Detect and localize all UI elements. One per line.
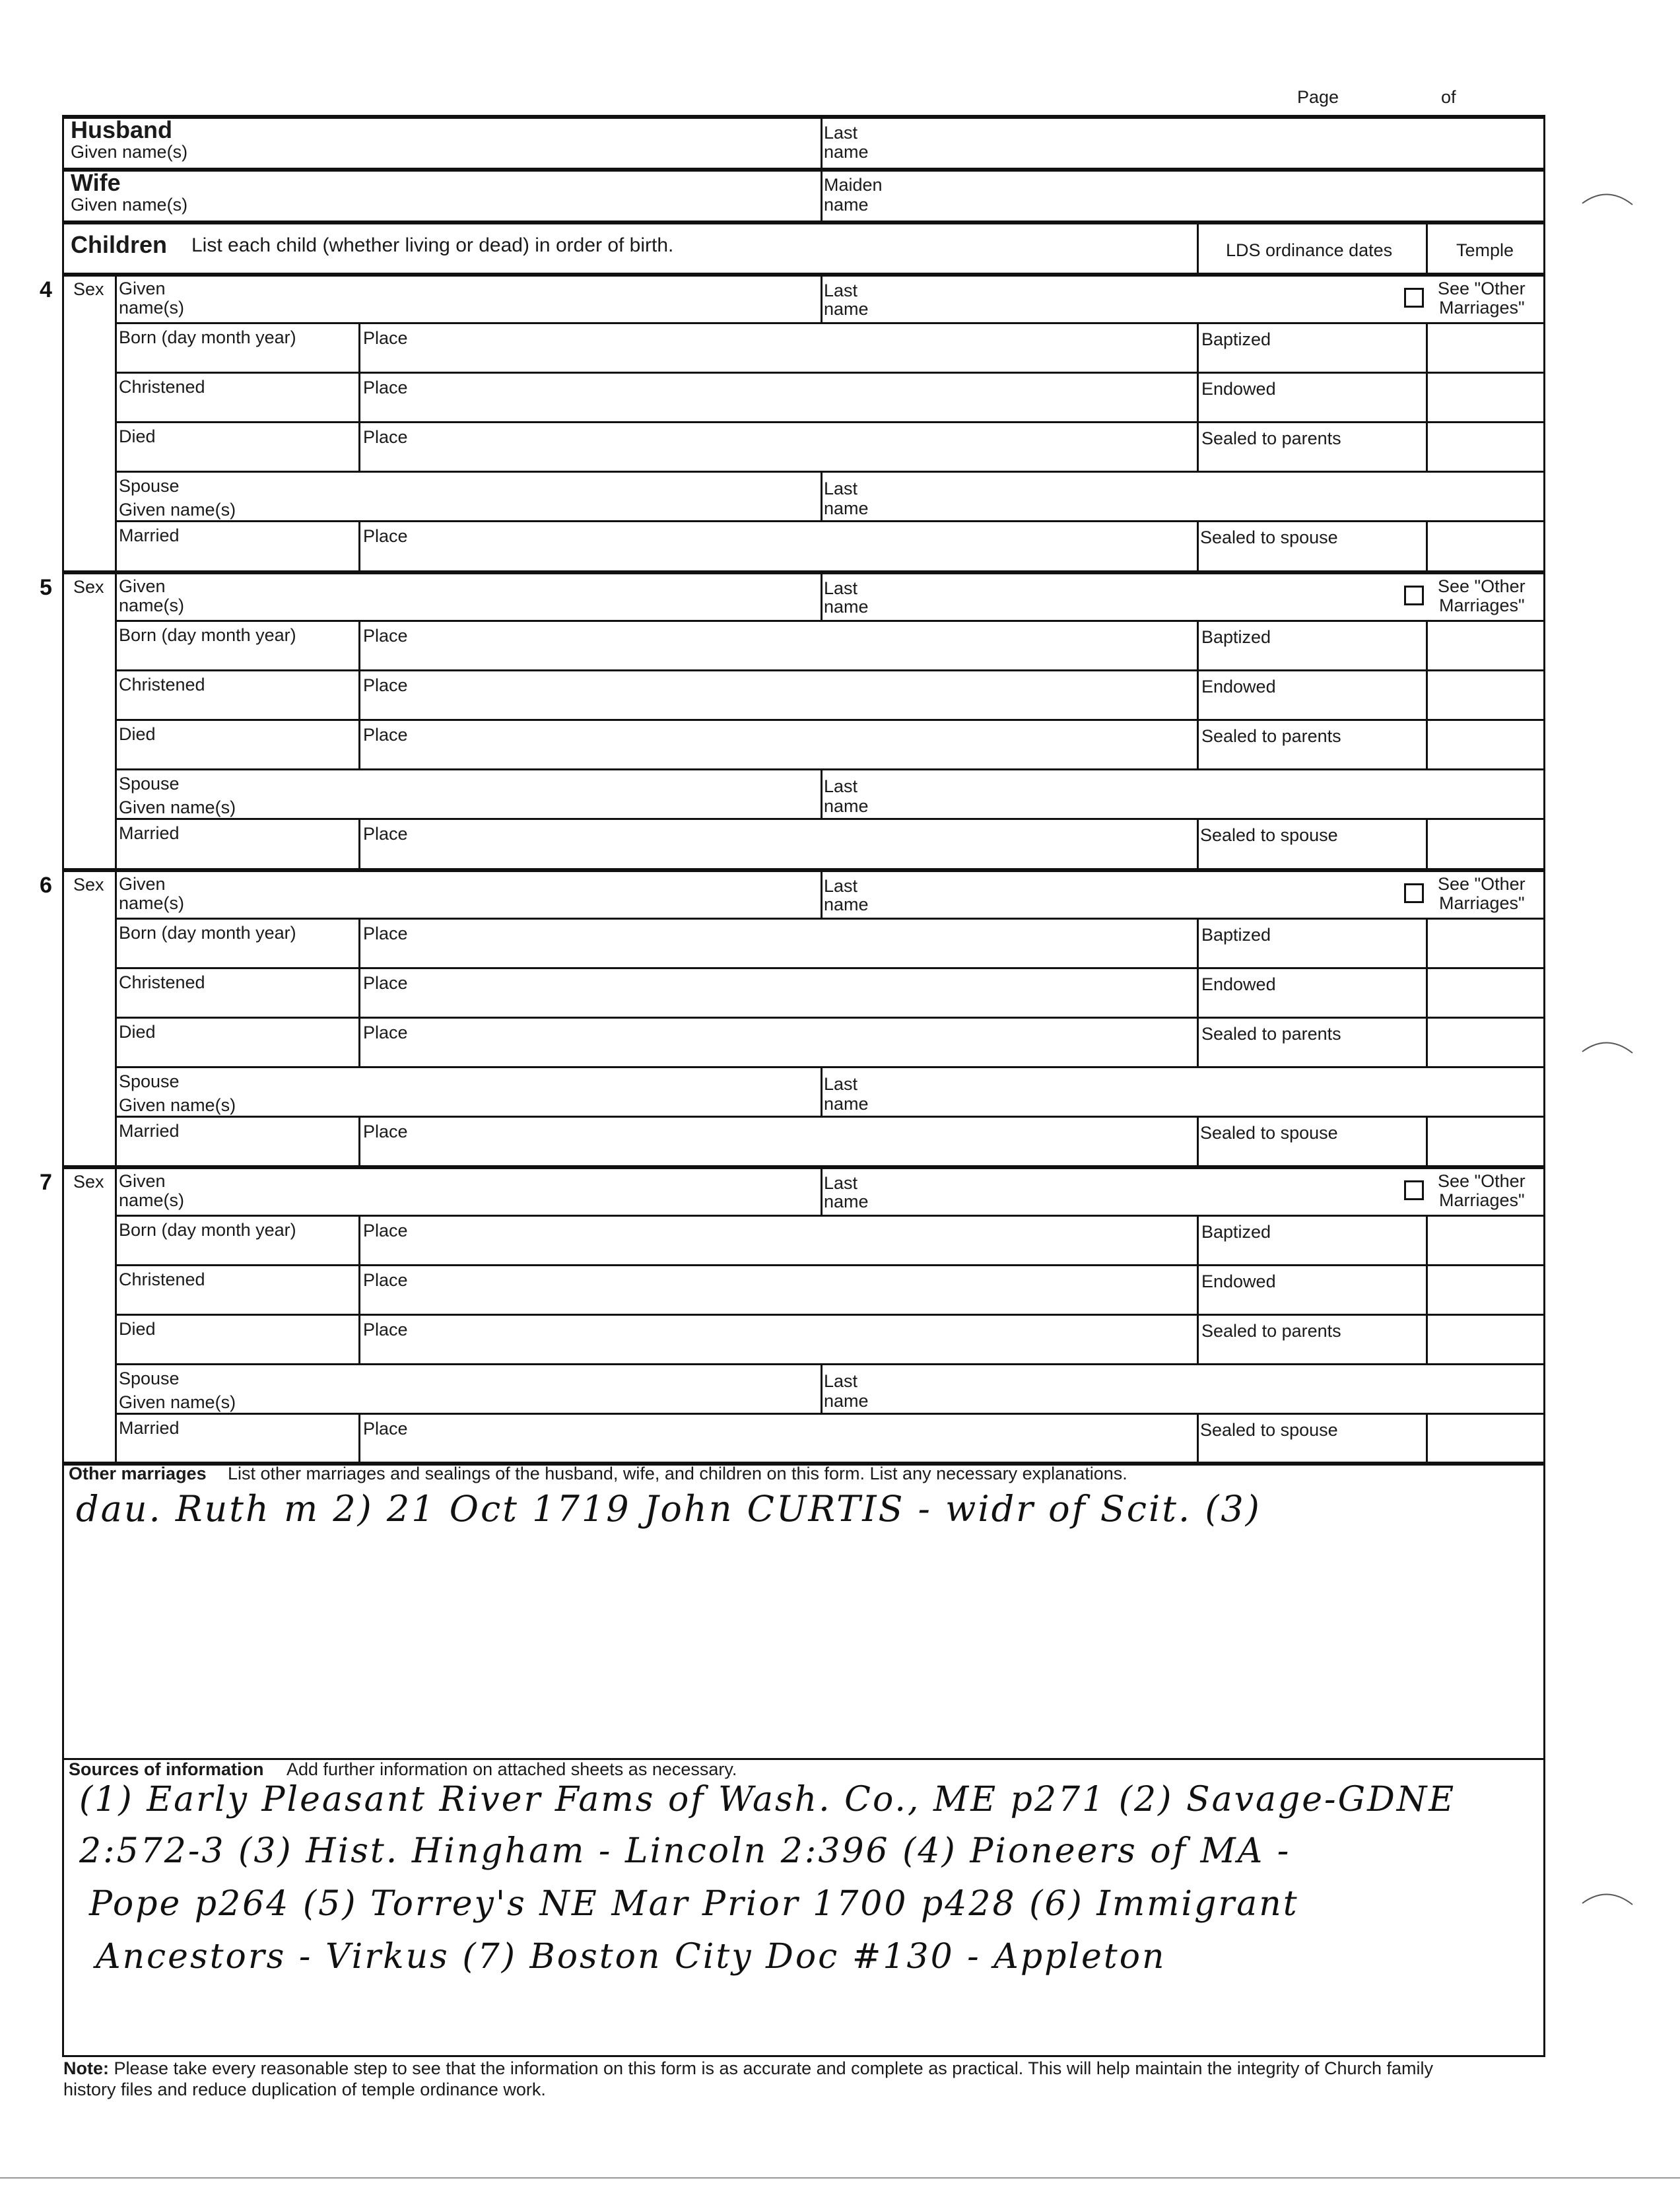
note-text-1: Please take every reasonable step to see that the information on this form is as accurate and complete as practical. This will help maintain the integrity of Church family <box>114 2058 1434 2078</box>
given-label: Given <box>119 874 166 894</box>
sex-label: Sex <box>73 875 104 895</box>
sealed-spouse-label: Sealed to spouse <box>1200 1123 1338 1143</box>
married-place-label: Place <box>363 1419 408 1439</box>
wife-maiden-label: Maiden <box>824 175 883 195</box>
born-row-rule <box>115 322 1545 324</box>
page-label: Page <box>1297 87 1339 107</box>
last-label-2: name <box>824 597 869 617</box>
temple-divider-upper <box>1426 322 1428 471</box>
husband-divider <box>821 115 823 168</box>
note-line-1 <box>63 2058 1433 2078</box>
sources-label: Sources of information <box>69 1759 264 1779</box>
sealed-parents-label: Sealed to parents <box>1201 726 1341 746</box>
last-name-divider <box>821 273 823 322</box>
sex-label: Sex <box>73 1172 104 1192</box>
child-number: 7 <box>40 1170 52 1195</box>
spouse-last-label-2: name <box>824 498 869 518</box>
christened-row-rule <box>115 669 1545 671</box>
last-label: Last <box>824 1173 858 1193</box>
baptized-label: Baptized <box>1201 1222 1271 1242</box>
last-label-2: name <box>824 1192 869 1211</box>
born-place-label: Place <box>363 924 408 943</box>
spouse-given-label: Given name(s) <box>119 1392 236 1412</box>
died-place-label: Place <box>363 1023 408 1042</box>
see-other-marriages-label-2: Marriages" <box>1439 298 1525 318</box>
christened-place-label: Place <box>363 1270 408 1290</box>
last-name-divider <box>821 1165 823 1215</box>
spouse-last-label-2: name <box>824 1094 869 1114</box>
see-other-marriages-label-2: Marriages" <box>1439 893 1525 913</box>
spouse-given-label: Given name(s) <box>119 1095 236 1115</box>
last-name-divider <box>821 868 823 918</box>
baptized-label: Baptized <box>1201 925 1271 945</box>
other-marriages-instruction: List other marriages and sealings of the husband, wife, and children on this form. List any necessary explanations. <box>228 1464 1127 1483</box>
temple-divider-lower <box>1426 1116 1428 1166</box>
last-label: Last <box>824 876 858 896</box>
see-other-marriages-label: See "Other <box>1438 874 1526 894</box>
last-label: Last <box>824 281 858 300</box>
child-number: 4 <box>40 277 52 302</box>
born-row-rule <box>115 918 1545 920</box>
born-place-label: Place <box>363 626 408 646</box>
born-label: Born (day month year) <box>119 327 296 347</box>
sealed-parents-label: Sealed to parents <box>1201 1321 1341 1341</box>
died-label: Died <box>119 1319 156 1339</box>
married-row-rule <box>115 1413 1545 1415</box>
ordinance-divider-upper <box>1197 620 1199 768</box>
last-label-2: name <box>824 299 869 319</box>
child-block-7 <box>0 1165 1680 1463</box>
married-place-label: Place <box>363 526 408 546</box>
christened-label: Christened <box>119 377 205 397</box>
child-block-5 <box>0 570 1680 868</box>
child-top-rule <box>62 273 1545 277</box>
christened-place-label: Place <box>363 378 408 397</box>
temple-divider-upper <box>1426 1215 1428 1363</box>
place-divider-lower <box>358 520 360 570</box>
see-other-marriages-checkbox[interactable] <box>1404 883 1424 903</box>
wife-title: Wife <box>71 169 121 196</box>
temple-divider-upper <box>1426 918 1428 1066</box>
sources-top-rule <box>62 1758 1545 1760</box>
see-other-marriages-label-2: Marriages" <box>1439 1190 1525 1210</box>
given-label: Given <box>119 576 166 596</box>
spouse-label: Spouse <box>119 1369 180 1388</box>
christened-label: Christened <box>119 972 205 992</box>
ordinance-divider-lower <box>1197 818 1199 868</box>
married-place-label: Place <box>363 1122 408 1141</box>
died-label: Died <box>119 426 156 446</box>
page-edge-mark-1 <box>1581 185 1634 218</box>
husband-given-label: Given name(s) <box>71 142 188 162</box>
spouse-last-divider <box>821 471 823 520</box>
see-other-marriages-checkbox[interactable] <box>1404 586 1424 605</box>
temple-divider-lower <box>1426 520 1428 570</box>
baptized-label: Baptized <box>1201 329 1271 349</box>
sealed-spouse-label: Sealed to spouse <box>1200 527 1338 547</box>
given-label-2: name(s) <box>119 298 185 318</box>
born-row-rule <box>115 620 1545 622</box>
given-label-2: name(s) <box>119 595 185 615</box>
children-lds-divider <box>1197 220 1199 273</box>
ordinance-divider-lower <box>1197 520 1199 570</box>
sealed-parents-label: Sealed to parents <box>1201 428 1341 448</box>
spouse-last-label: Last <box>824 479 858 498</box>
christened-row-rule <box>115 372 1545 374</box>
place-divider-lower <box>358 1413 360 1463</box>
spouse-row-rule <box>115 1363 1545 1365</box>
born-label: Born (day month year) <box>119 1220 296 1240</box>
died-label: Died <box>119 1022 156 1042</box>
christened-label: Christened <box>119 1270 205 1289</box>
spouse-row-rule <box>115 1066 1545 1068</box>
christened-label: Christened <box>119 675 205 694</box>
spouse-label: Spouse <box>119 774 180 794</box>
children-instruction: List each child (whether living or dead) in order of birth. <box>191 234 674 256</box>
children-temple-divider <box>1426 220 1428 273</box>
temple-divider-lower <box>1426 818 1428 868</box>
note-label: Note: <box>63 2058 109 2078</box>
sources-instruction: Add further information on attached sheets as necessary. <box>286 1759 737 1779</box>
born-label: Born (day month year) <box>119 625 296 645</box>
married-label: Married <box>119 1418 180 1438</box>
place-divider-lower <box>358 1116 360 1166</box>
wife-maiden-label-2: name <box>824 195 869 215</box>
husband-title: Husband <box>71 116 173 143</box>
born-label: Born (day month year) <box>119 923 296 943</box>
died-label: Died <box>119 724 156 744</box>
ordinance-divider-upper <box>1197 1215 1199 1363</box>
spouse-last-label: Last <box>824 1371 858 1391</box>
married-row-rule <box>115 818 1545 820</box>
died-row-rule <box>115 719 1545 721</box>
temple-divider-upper <box>1426 620 1428 768</box>
place-divider-upper <box>358 918 360 1066</box>
sealed-spouse-label: Sealed to spouse <box>1200 1420 1338 1440</box>
sex-label: Sex <box>73 577 104 597</box>
died-place-label: Place <box>363 427 408 447</box>
see-other-marriages-label: See "Other <box>1438 576 1526 596</box>
endowed-label: Endowed <box>1201 974 1276 994</box>
of-label: of <box>1441 87 1456 107</box>
given-label-2: name(s) <box>119 1190 185 1210</box>
died-row-rule <box>115 1017 1545 1019</box>
sealed-parents-label: Sealed to parents <box>1201 1024 1341 1044</box>
see-other-marriages-checkbox[interactable] <box>1404 288 1424 308</box>
place-divider-upper <box>358 620 360 768</box>
husband-last-label: Last <box>824 123 858 143</box>
sealed-spouse-label: Sealed to spouse <box>1200 825 1338 845</box>
married-label: Married <box>119 823 180 843</box>
last-label: Last <box>824 578 858 598</box>
endowed-label: Endowed <box>1201 1271 1276 1291</box>
husband-top-rule <box>62 115 1545 119</box>
given-label-2: name(s) <box>119 893 185 913</box>
spouse-last-label-2: name <box>824 1391 869 1411</box>
christened-place-label: Place <box>363 973 408 993</box>
child-block-4 <box>0 273 1680 570</box>
christened-row-rule <box>115 1264 1545 1266</box>
child-top-rule <box>62 1165 1545 1169</box>
last-name-divider <box>821 570 823 620</box>
spouse-row-rule <box>115 768 1545 770</box>
wife-top-rule <box>62 168 1545 172</box>
other-marriages-entry: dau. Ruth m 2) 21 Oct 1719 John CURTIS - widr of Scit. (3) <box>76 1488 1261 1530</box>
child-number: 6 <box>40 873 52 898</box>
child-block-6 <box>0 868 1680 1166</box>
spouse-last-label: Last <box>824 776 858 796</box>
spouse-row-rule <box>115 471 1545 473</box>
child-top-rule <box>62 868 1545 872</box>
note-text-2: history files and reduce duplication of temple ordinance work. <box>63 2080 546 2099</box>
spouse-last-divider <box>821 1066 823 1116</box>
married-row-rule <box>115 520 1545 522</box>
given-label: Given <box>119 279 166 298</box>
baptized-label: Baptized <box>1201 627 1271 647</box>
page-bottom-edge <box>0 2177 1680 2179</box>
died-row-rule <box>115 421 1545 423</box>
spouse-last-label-2: name <box>824 796 869 816</box>
spouse-label: Spouse <box>119 1071 180 1091</box>
born-row-rule <box>115 1215 1545 1217</box>
christened-place-label: Place <box>363 675 408 695</box>
spouse-last-divider <box>821 1363 823 1413</box>
page-edge-mark-2 <box>1581 1033 1634 1066</box>
wife-given-label: Given name(s) <box>71 195 188 215</box>
children-top-rule <box>62 220 1545 224</box>
form-bottom-rule <box>62 2055 1545 2057</box>
born-place-label: Place <box>363 328 408 348</box>
page-edge-mark-3 <box>1581 1885 1634 1918</box>
married-place-label: Place <box>363 824 408 844</box>
place-divider-upper <box>358 322 360 471</box>
ordinance-divider-lower <box>1197 1413 1199 1463</box>
see-other-marriages-label: See "Other <box>1438 279 1526 298</box>
ordinance-divider-upper <box>1197 918 1199 1066</box>
spouse-last-divider <box>821 768 823 818</box>
see-other-marriages-label-2: Marriages" <box>1439 595 1525 615</box>
ordinance-divider-lower <box>1197 1116 1199 1166</box>
husband-last-label-2: name <box>824 142 869 162</box>
given-label: Given <box>119 1171 166 1191</box>
wife-divider <box>821 168 823 220</box>
sex-label: Sex <box>73 279 104 299</box>
lds-dates-label: LDS ordinance dates <box>1226 240 1393 260</box>
spouse-last-label: Last <box>824 1074 858 1094</box>
children-title: Children <box>71 231 168 258</box>
sources-line-3: Pope p264 (5) Torrey's NE Mar Prior 1700 p428 (6) Immigrant <box>89 1884 1299 1924</box>
spouse-label: Spouse <box>119 476 180 496</box>
temple-divider-lower <box>1426 1413 1428 1463</box>
last-label-2: name <box>824 895 869 914</box>
married-row-rule <box>115 1116 1545 1118</box>
sources-line-4: Ancestors - Virkus (7) Boston City Doc #130 - Appleton <box>96 1937 1166 1977</box>
see-other-marriages-label: See "Other <box>1438 1171 1526 1191</box>
sources-line-1: (1) Early Pleasant River Fams of Wash. Co., ME p271 (2) Savage-GDNE <box>79 1780 1456 1819</box>
see-other-marriages-checkbox[interactable] <box>1404 1180 1424 1200</box>
child-number: 5 <box>40 575 52 600</box>
married-label: Married <box>119 525 180 545</box>
ordinance-divider-upper <box>1197 322 1199 471</box>
place-divider-upper <box>358 1215 360 1363</box>
died-row-rule <box>115 1314 1545 1316</box>
christened-row-rule <box>115 967 1545 969</box>
sources-line-2: 2:572-3 (3) Hist. Hingham - Lincoln 2:396 (4) Pioneers of MA - <box>79 1831 1291 1871</box>
died-place-label: Place <box>363 725 408 745</box>
endowed-label: Endowed <box>1201 677 1276 696</box>
died-place-label: Place <box>363 1320 408 1339</box>
other-marriages-label: Other marriages <box>69 1464 207 1483</box>
endowed-label: Endowed <box>1201 379 1276 399</box>
temple-label: Temple <box>1456 240 1514 260</box>
spouse-given-label: Given name(s) <box>119 797 236 817</box>
place-divider-lower <box>358 818 360 868</box>
spouse-given-label: Given name(s) <box>119 500 236 520</box>
born-place-label: Place <box>363 1221 408 1240</box>
child-top-rule <box>62 570 1545 574</box>
married-label: Married <box>119 1121 180 1141</box>
